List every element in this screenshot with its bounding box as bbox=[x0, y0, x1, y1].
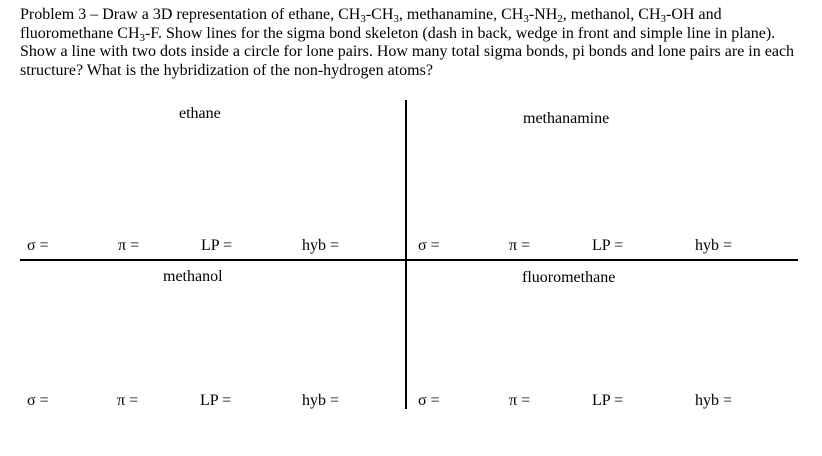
subscript: 3 bbox=[660, 13, 667, 25]
methanol-label: methanol bbox=[163, 268, 223, 285]
methanol-pi-field: π = bbox=[117, 392, 139, 409]
fluoromethane-sigma-field: σ = bbox=[418, 392, 440, 409]
methanamine-sigma-field: σ = bbox=[418, 237, 440, 254]
methanamine-pi-field: π = bbox=[509, 237, 531, 254]
problem-text: -F. Show lines for the sigma bond skeleton (dash in back, wedge in front and simple line in plane). Show a line with two dots inside a circle for lone pairs. How many total sigma bonds, pi bonds and lone pairs are in each structure? What is the hybridization of the non-hydrogen atoms? bbox=[20, 24, 795, 79]
ethane-hyb-field: hyb = bbox=[302, 237, 340, 254]
subscript: 3 bbox=[523, 13, 529, 25]
problem-text: -NH bbox=[528, 6, 558, 23]
methanol-hyb-field: hyb = bbox=[302, 392, 340, 409]
problem-text: -OH and fluoromethane CH bbox=[20, 6, 722, 42]
fluoromethane-pi-field: π = bbox=[509, 392, 531, 409]
ethane-label: ethane bbox=[179, 105, 221, 122]
ethane-sigma-field: σ = bbox=[27, 237, 49, 254]
problem-text: , methanamine, CH bbox=[398, 6, 524, 23]
methanamine-label: methanamine bbox=[523, 110, 610, 127]
subscript: 3 bbox=[360, 13, 366, 25]
horizontal-divider bbox=[20, 259, 798, 261]
problem-text: Problem 3 – Draw a 3D representation of ethane, CH bbox=[20, 6, 361, 23]
fluoromethane-hyb-field: hyb = bbox=[695, 392, 733, 409]
methanol-lp-field: LP = bbox=[200, 392, 232, 409]
problem-statement bbox=[20, 6, 810, 80]
fluoromethane-lp-field: LP = bbox=[592, 392, 624, 409]
problem-text: -CH bbox=[365, 6, 394, 23]
methanamine-hyb-field: hyb = bbox=[695, 237, 733, 254]
ethane-lp-field: LP = bbox=[201, 237, 233, 254]
subscript: 2 bbox=[557, 13, 563, 25]
problem-text: , methanol, CH bbox=[562, 6, 661, 23]
subscript: 3 bbox=[393, 13, 399, 25]
methanol-sigma-field: σ = bbox=[27, 392, 49, 409]
ethane-pi-field: π = bbox=[118, 237, 140, 254]
fluoromethane-label: fluoromethane bbox=[522, 269, 616, 286]
subscript: 3 bbox=[139, 31, 146, 44]
vertical-divider bbox=[405, 100, 407, 409]
methanamine-lp-field: LP = bbox=[592, 237, 624, 254]
